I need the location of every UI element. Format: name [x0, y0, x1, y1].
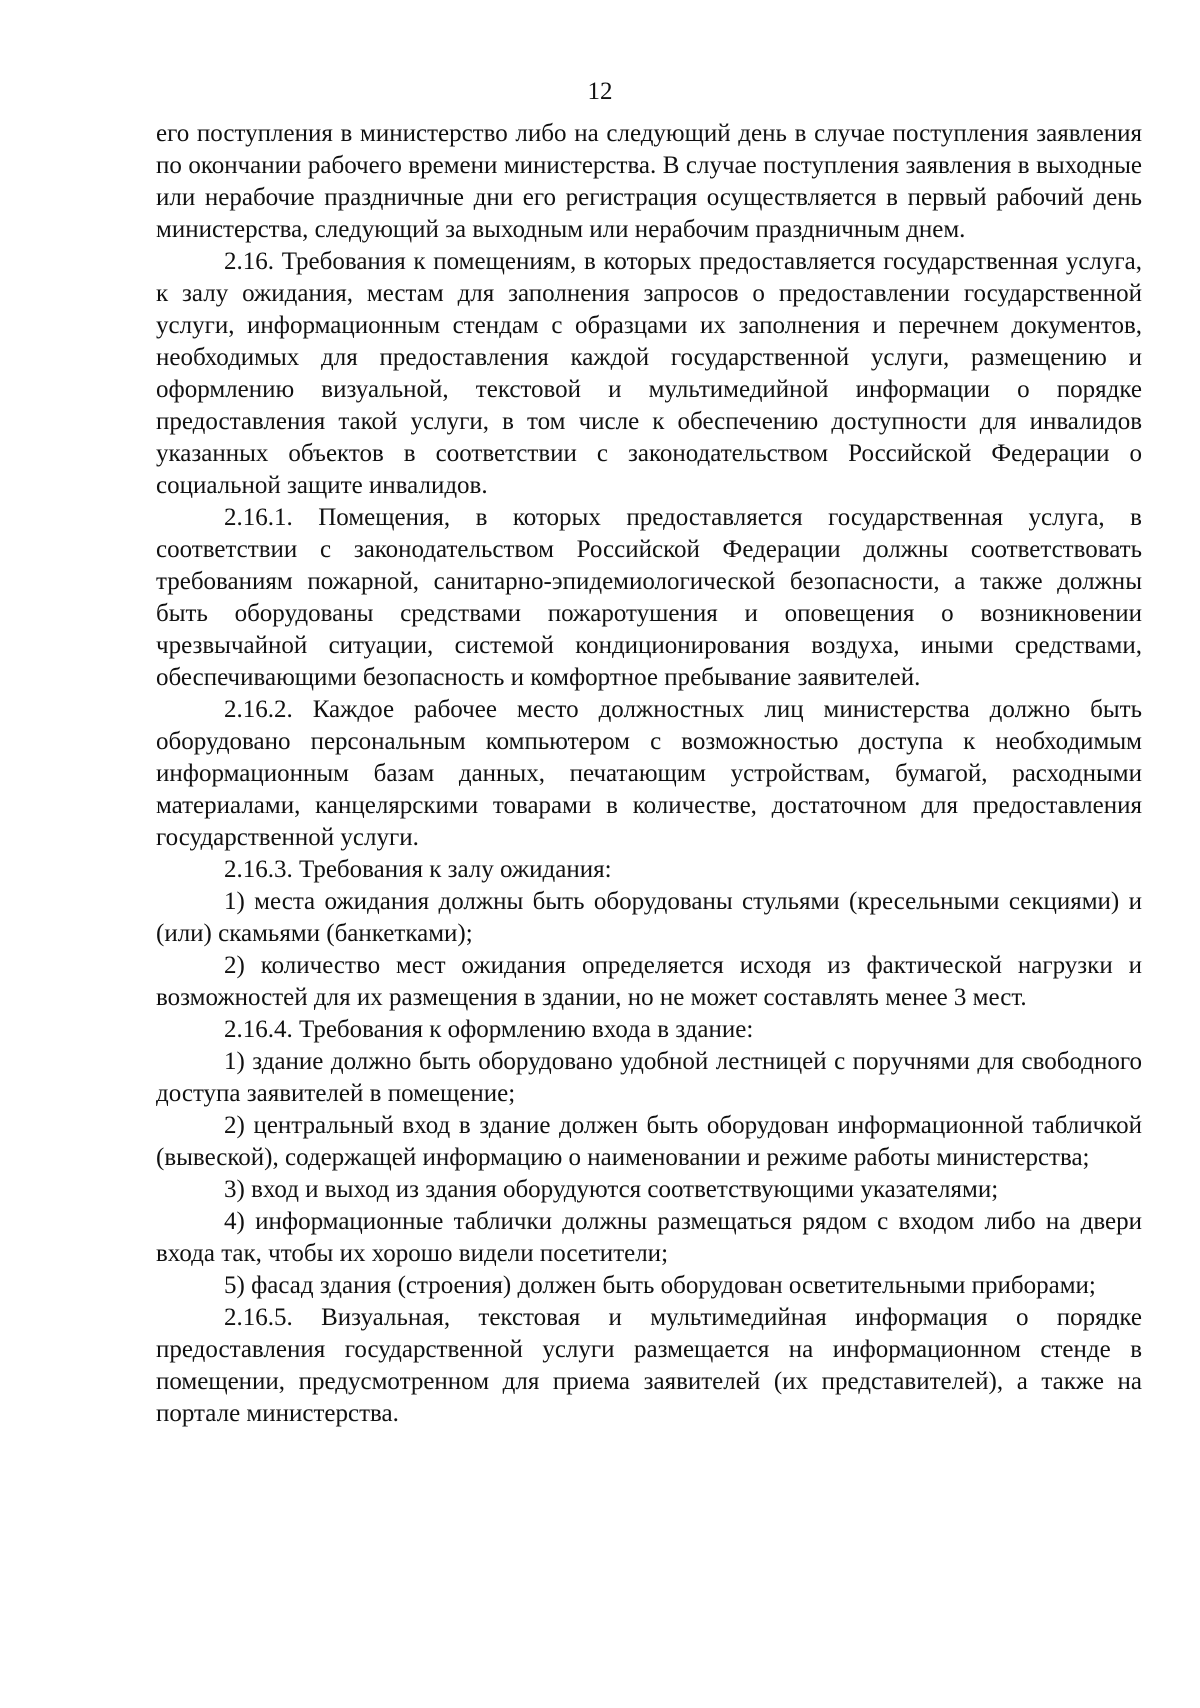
- paragraph-2-16-2: 2.16.2. Каждое рабочее место должностных лиц министерства должно быть оборудовано персональным компьютером с возможностью доступа к необходимым информационным базам данных, печатающим устройствам, бумагой, расходными материалами, канцелярскими товарами в количестве, достаточном для предоставления государственной услуги.: [156, 696, 1142, 851]
- paragraph-2-16-1: 2.16.1. Помещения, в которых предоставляется государственная услуга, в соответствии с законодательством Российской Федерации должны соответствовать требованиям пожарной, санитарно-эпидемиологической безопасности, а также должны быть оборудованы средствами пожаротушения и оповещения о возникновении чрезвычайной ситуации, системой кондиционирования воздуха, иными средствами, обеспечивающими безопасность и комфортное пребывание заявителей.: [156, 504, 1142, 691]
- paragraph-continuation: его поступления в министерство либо на следующий день в случае поступления заявления по окончании рабочего времени министерства. В случае поступления заявления в выходные или нерабочие праздничные дни его регистрация осуществляется в первый рабочий день министерства, следующий за выходным или нерабочим праздничным днем.: [156, 120, 1142, 243]
- list-item-entrance-5: 5) фасад здания (строения) должен быть оборудован осветительными приборами;: [224, 1272, 1096, 1299]
- list-item-waiting-1: 1) места ожидания должны быть оборудованы стульями (кресельными секциями) и (или) скамьями (банкетками);: [156, 888, 1142, 947]
- list-item-entrance-1: 1) здание должно быть оборудовано удобной лестницей с поручнями для свободного доступа заявителей в помещение;: [156, 1048, 1142, 1107]
- list-item-entrance-4: 4) информационные таблички должны размещаться рядом с входом либо на двери входа так, чтобы их хорошо видели посетители;: [156, 1208, 1142, 1267]
- paragraph-2-16: 2.16. Требования к помещениям, в которых предоставляется государственная услуга, к залу ожидания, местам для заполнения запросов о предоставлении государственной услуги, информационным стендам с образцами их заполнения и перечнем документов, необходимых для предоставления каждой государственной услуги, размещению и оформлению визуальной, текстовой и мультимедийной информации о порядке предоставления такой услуги, в том числе к обеспечению доступности для инвалидов указанных объектов в соответствии с законодательством Российской Федерации о социальной защите инвалидов.: [156, 248, 1142, 499]
- paragraph-2-16-3: 2.16.3. Требования к залу ожидания:: [224, 856, 612, 883]
- list-item-entrance-3: 3) вход и выход из здания оборудуются соответствующими указателями;: [224, 1176, 999, 1203]
- paragraph-2-16-5: 2.16.5. Визуальная, текстовая и мультимедийная информация о порядке предоставления государственной услуги размещается на информационном стенде в помещении, предусмотренном для приема заявителей (их представителей), а также на портале министерства.: [156, 1304, 1142, 1427]
- list-item-waiting-2: 2) количество мест ожидания определяется исходя из фактической нагрузки и возможностей для их размещения в здании, но не может составлять менее 3 мест.: [156, 952, 1142, 1011]
- document-body: [156, 118, 1142, 1430]
- list-item-entrance-2: 2) центральный вход в здание должен быть оборудован информационной табличкой (вывеской), содержащей информацию о наименовании и режиме работы министерства;: [156, 1112, 1142, 1171]
- paragraph-2-16-4: 2.16.4. Требования к оформлению входа в здание:: [224, 1016, 754, 1043]
- page-number: 12: [587, 78, 613, 105]
